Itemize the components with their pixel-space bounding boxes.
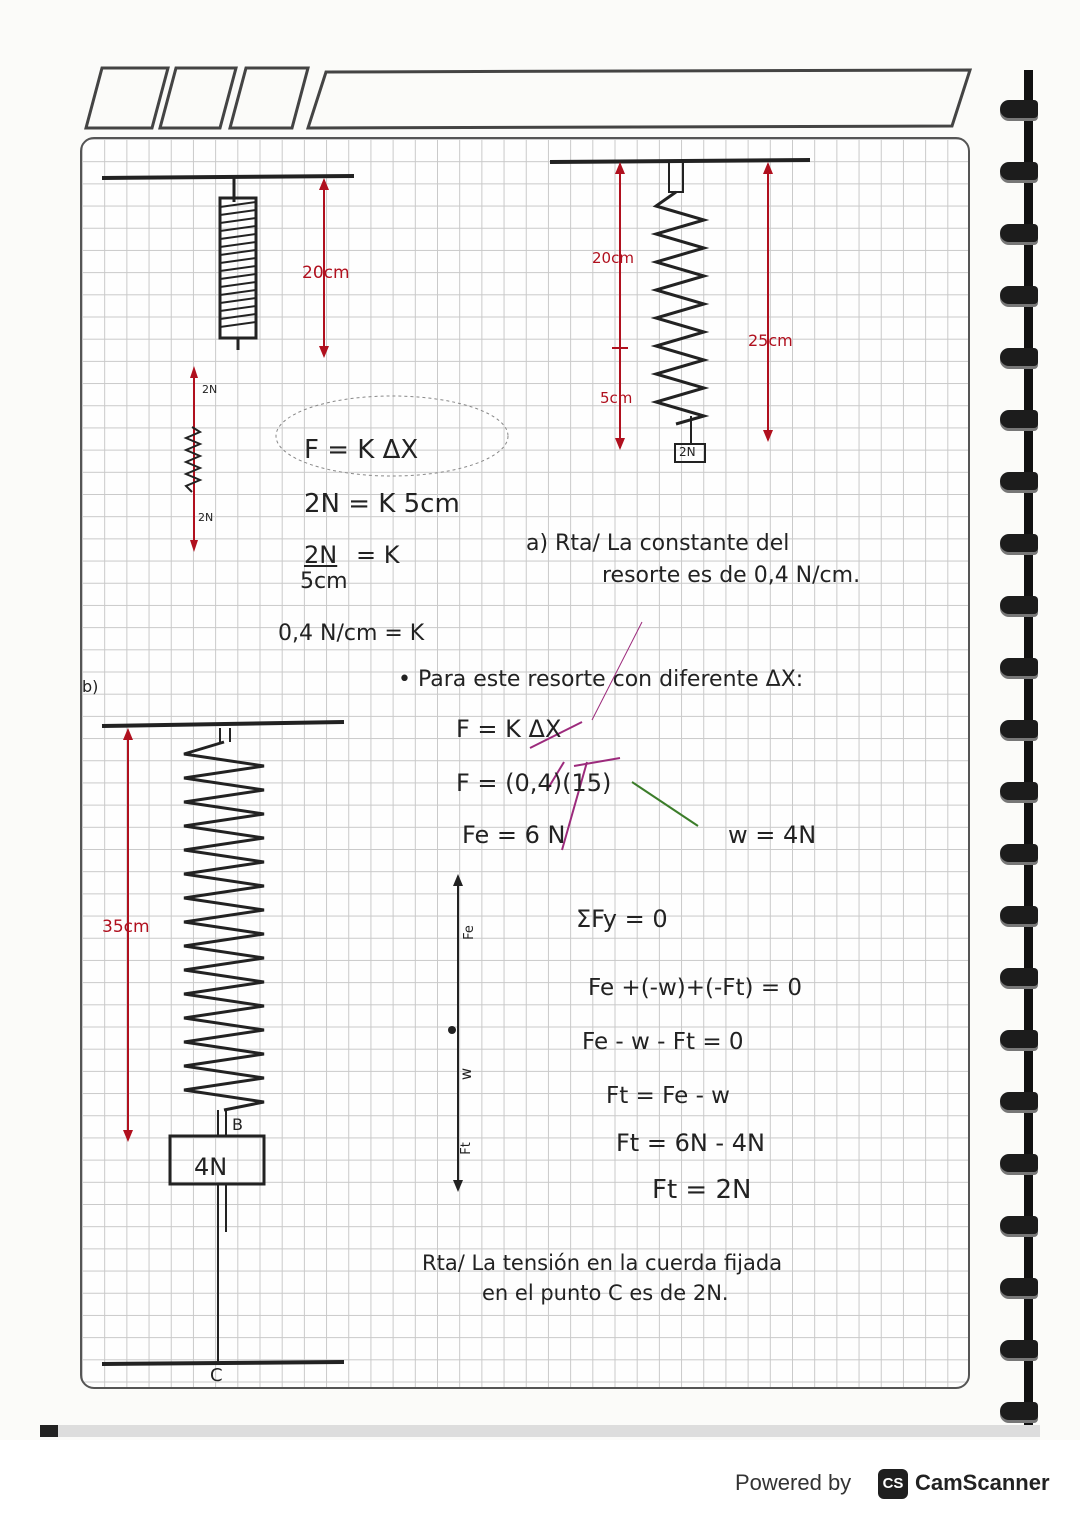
block-label-2n: 2N: [679, 445, 696, 459]
binder-ring: [1000, 1154, 1038, 1172]
equilibrium-eq6: Ft = 2N: [652, 1175, 752, 1205]
answer-b-line2: en el punto C es de 2N.: [482, 1281, 729, 1305]
camscanner-logo-icon: CS: [878, 1469, 908, 1499]
binder-ring: [1000, 906, 1038, 924]
fraction-rhs: = K: [356, 541, 400, 569]
binder-ring: [1000, 1092, 1038, 1110]
part-b-eq1: F = K ΔX: [456, 715, 562, 743]
binder-ring: [1000, 596, 1038, 614]
grid-sheet: [80, 137, 970, 1389]
answer-a-line2: resorte es de 0,4 N/cm.: [602, 563, 861, 588]
fraction-numerator: 2N: [304, 541, 338, 569]
equilibrium-eq4: Ft = Fe - w: [606, 1083, 730, 1109]
point-b-label: B: [232, 1115, 243, 1134]
camscanner-brand: CamScanner: [915, 1470, 1050, 1495]
length-label-20cm: 20cm: [302, 263, 350, 283]
binder-ring: [1000, 100, 1038, 118]
equilibrium-eq3: Fe - w - Ft = 0: [582, 1029, 744, 1055]
answer-b-line1: Rta/ La tensión en la cuerda fijada: [422, 1251, 783, 1275]
answer-a-line1: a) Rta/ La constante del: [526, 531, 790, 556]
binder-ring: [1000, 348, 1038, 366]
fraction-denominator: 5cm: [300, 569, 348, 594]
block-label-4n: 4N: [194, 1153, 228, 1181]
binder-ring: [1000, 286, 1038, 304]
force-label-2n-top: 2N: [202, 383, 218, 396]
binder-ring: [1000, 720, 1038, 738]
equilibrium-eq1: ΣFy = 0: [576, 905, 668, 933]
hooke-law-equation: F = K ΔX: [304, 435, 419, 465]
binder-ring: [1000, 1030, 1038, 1048]
spiral-binding: [990, 80, 1050, 1410]
binder-ring: [1000, 968, 1038, 986]
binder-ring: [1000, 1216, 1038, 1234]
binder-ring: [1000, 472, 1038, 490]
binder-ring: [1000, 1340, 1038, 1358]
binder-ring: [1000, 1278, 1038, 1296]
part-b-eq3: Fe = 6 N: [462, 821, 566, 849]
part-b-eq2: F = (0,4)(15): [456, 769, 612, 797]
point-c-label: C: [210, 1365, 223, 1386]
binder-ring: [1000, 410, 1038, 428]
force-label-2n-bottom: 2N: [198, 511, 214, 524]
binder-ring: [1000, 782, 1038, 800]
part-b-label: b): [82, 677, 99, 696]
page-bottom-edge: [40, 1425, 1040, 1437]
spring-constant-result: 0,4 N/cm = K: [278, 621, 425, 646]
fbd-label-w: w: [457, 1067, 476, 1081]
powered-by-text: Powered by: [735, 1470, 852, 1495]
binder-ring: [1000, 844, 1038, 862]
binder-ring: [1000, 162, 1038, 180]
binder-ring: [1000, 224, 1038, 242]
physics-drawings: [82, 139, 968, 1387]
fbd-label-ft: Ft: [458, 1142, 474, 1155]
length-label-35cm: 35cm: [102, 917, 150, 937]
weight-value: w = 4N: [728, 821, 817, 849]
binder-ring: [1000, 658, 1038, 676]
fbd-label-fe: Fe: [461, 925, 477, 940]
binder-ring: [1000, 534, 1038, 552]
equation-2n-k-5cm: 2N = K 5cm: [304, 489, 460, 519]
part-b-intro: • Para este resorte con diferente ΔX:: [398, 667, 804, 692]
equilibrium-eq5: Ft = 6N - 4N: [616, 1129, 765, 1157]
equilibrium-eq2: Fe +(-w)+(-Ft) = 0: [588, 975, 803, 1001]
length-label-25cm: 25cm: [748, 331, 793, 350]
notebook-header-boxes: [80, 66, 980, 136]
binder-ring: [1000, 1402, 1038, 1420]
length-label-5cm: 5cm: [600, 389, 633, 407]
length-label-20cm-right: 20cm: [592, 249, 634, 267]
